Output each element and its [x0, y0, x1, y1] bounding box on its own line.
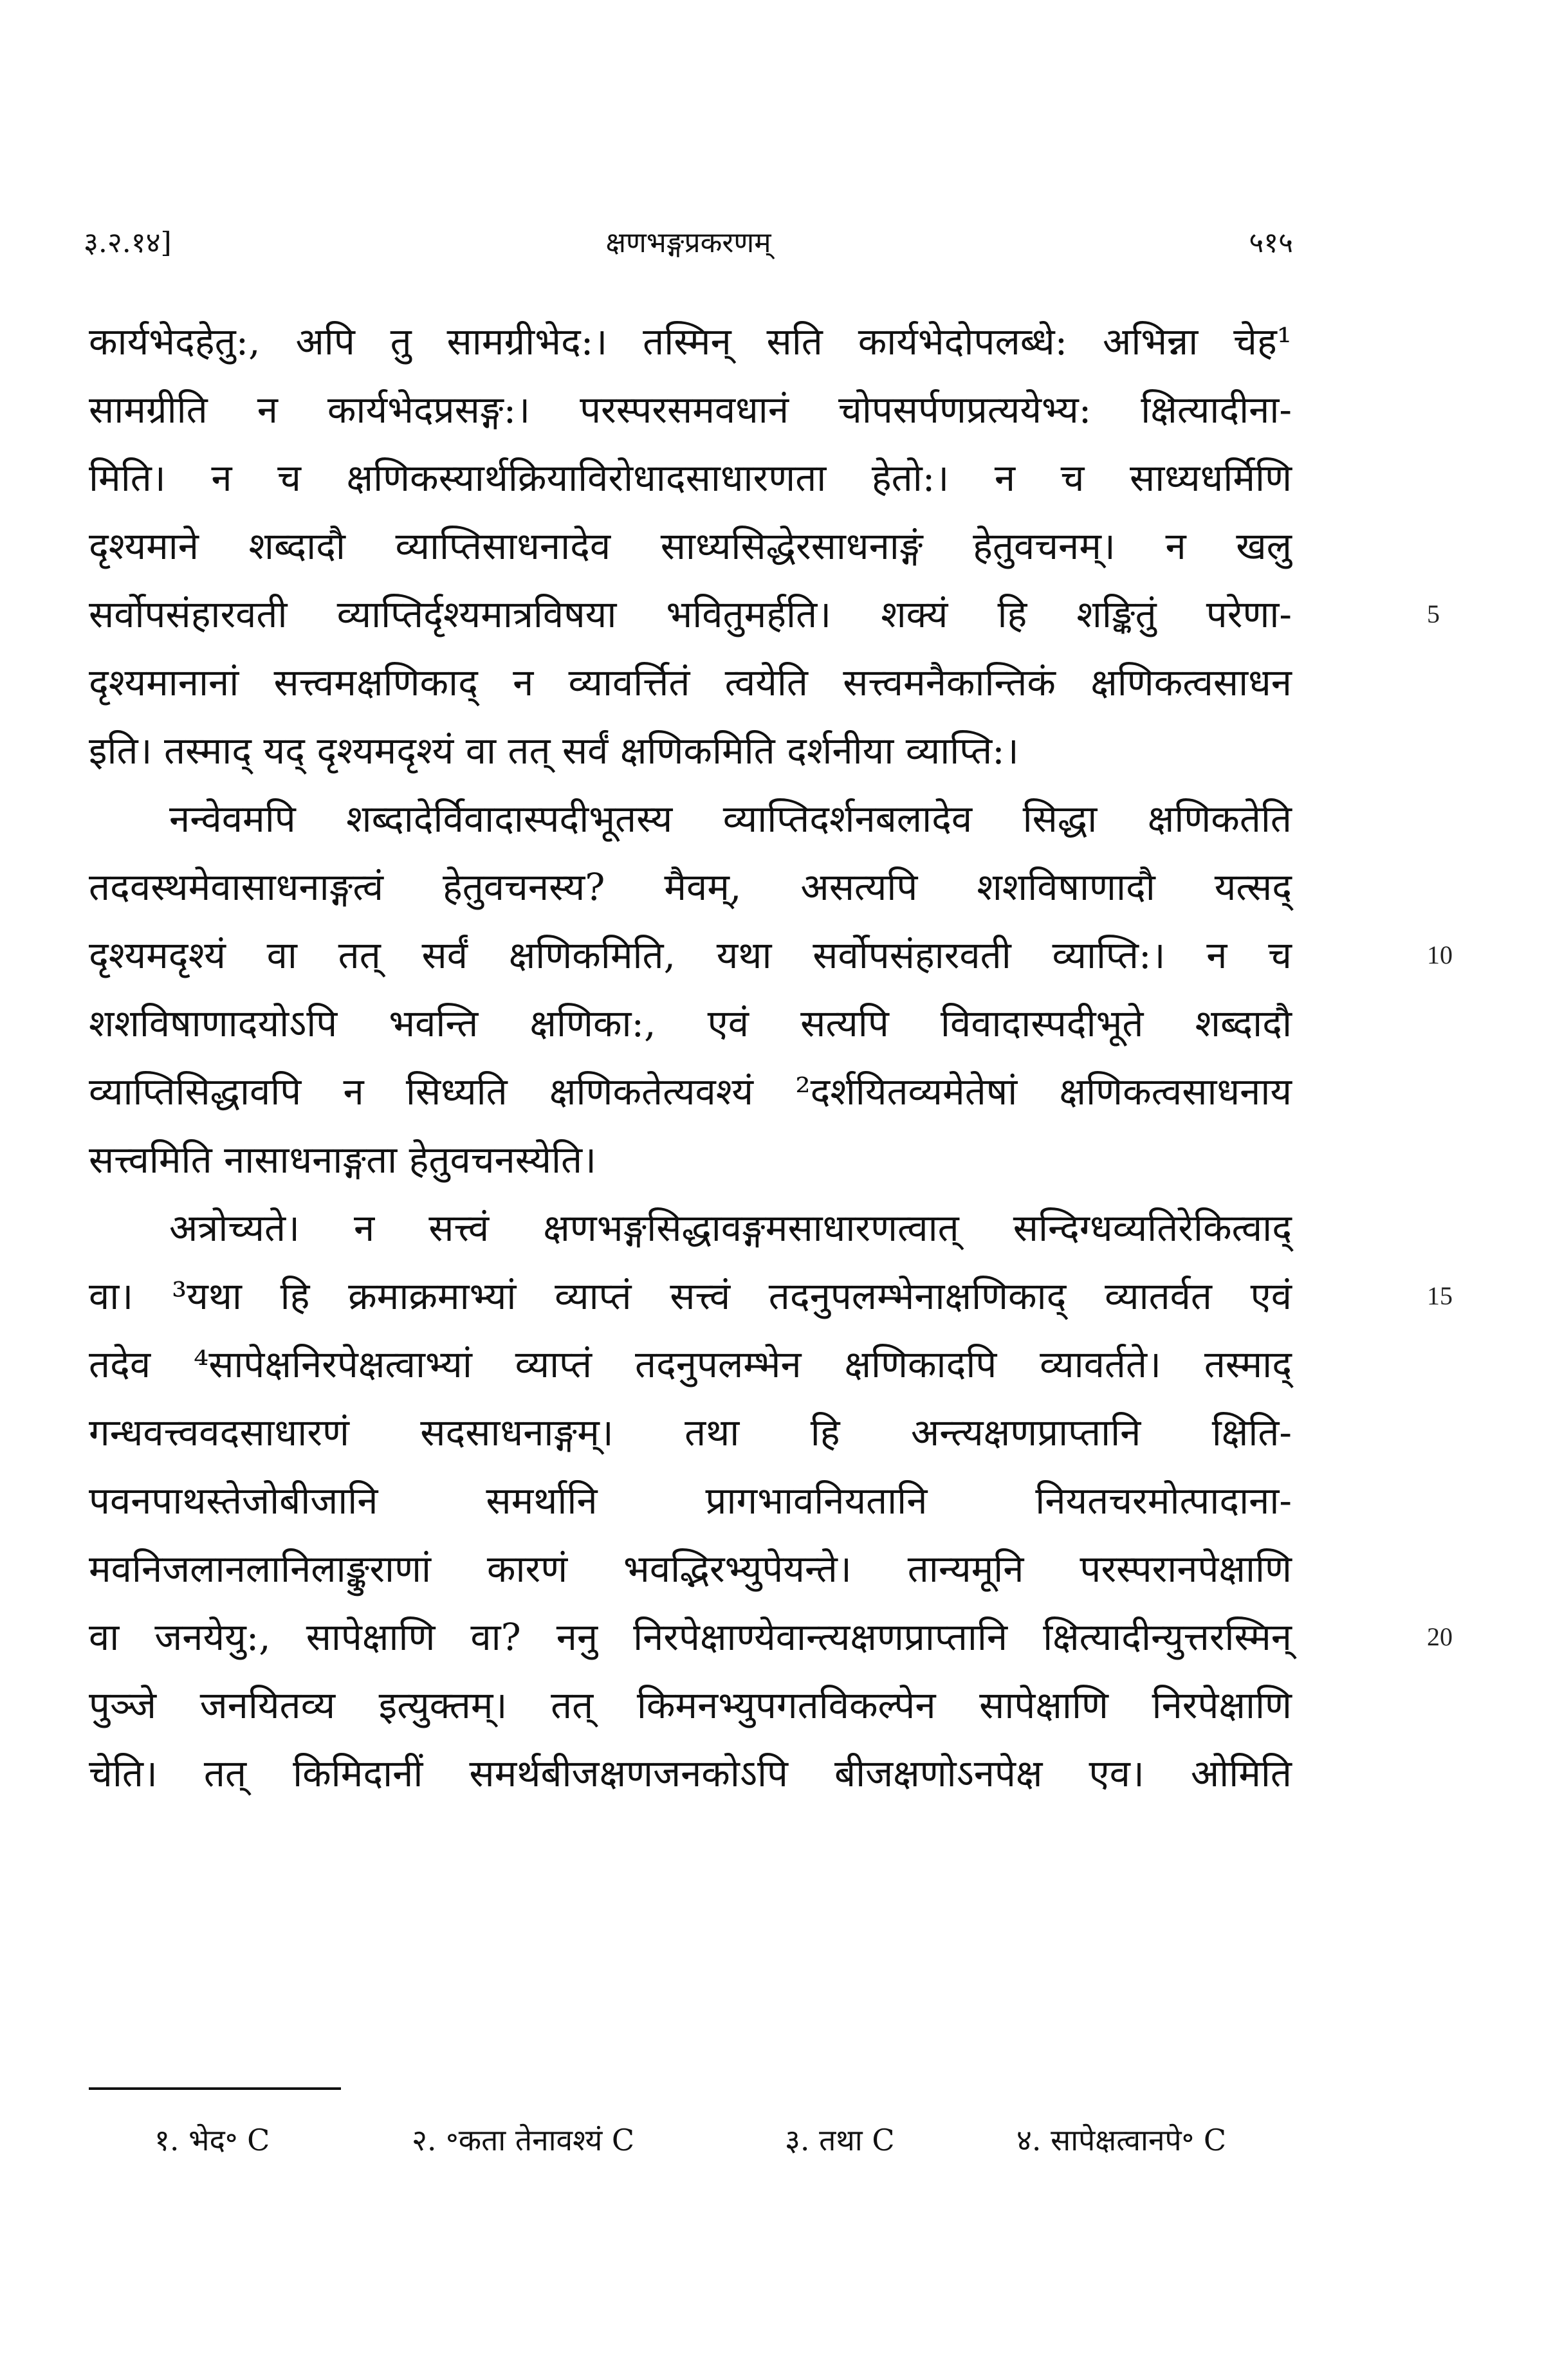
text-line: [89, 921, 1453, 989]
line-number: 20: [1427, 1622, 1453, 1651]
section-reference: ३.२.१४]: [84, 226, 172, 259]
text-line: दृश्यमाने शब्दादौ व्याप्तिसाधनादेव साध्यसिद्धेरसाधनाङ्गं हेतुवचनम्। न खलु: [89, 524, 1292, 568]
text-line: दृश्यमानानां सत्त्वमक्षणिकाद् न व्यावर्त्तितं त्वयेति सत्त्वमनैकान्तिकं क्षणिकत्वसाधन: [89, 661, 1292, 704]
footnotes: [154, 2119, 1293, 2165]
main-text: [89, 307, 1453, 1808]
footnote: २. ॰कता तेनावश्यं C: [412, 2123, 635, 2157]
line-number: 5: [1427, 600, 1440, 628]
text-line: [89, 1603, 1453, 1671]
text-line: तदवस्थमेवासाधनाङ्गत्वं हेतुवचनस्य? मैवम्, असत्यपि शशविषाणादौ यत्सद्: [89, 865, 1292, 909]
footnote: १. भेद॰ C: [154, 2123, 270, 2157]
text-line: चेति। तत् किमिदानीं समर्थबीजक्षणजनकोऽपि बीजक्षणोऽनपेक्ष एव। ओमिति: [89, 1752, 1292, 1795]
line-number: 10: [1427, 940, 1453, 969]
text-line: कार्यभेदहेतु:, अपि तु सामग्रीभेद:। तस्मिन् सति कार्यभेदोपलब्धे: अभिन्ना चेह¹: [89, 320, 1292, 363]
running-title: क्षणभङ्गप्रकरणम्: [605, 226, 771, 259]
text-line: तदेव ⁴सापेक्षनिरपेक्षत्वाभ्यां व्याप्तं तदनुपलम्भेन क्षणिकादपि व्यावर्तते। तस्माद्: [89, 1342, 1292, 1386]
footnote-rule: [89, 2087, 341, 2090]
footnote: ३. तथा C: [785, 2123, 895, 2157]
text-line-content: दृश्यमदृश्यं वा तत् सर्वं क्षणिकमिति, यथा सर्वोपसंहारवती व्याप्ति:। न च: [89, 933, 1292, 977]
line-number: 15: [1427, 1281, 1453, 1310]
running-header: [84, 222, 1293, 267]
page-number: ५१५: [1249, 226, 1293, 259]
text-line: पवनपाथस्तेजोबीजानि समर्थानि प्रागभावनियतानि नियतचरमोत्पादाना-: [89, 1479, 1292, 1523]
text-line: व्याप्तिसिद्धावपि न सिध्यति क्षणिकतेत्यवश्यं ²दर्शयितव्यमेतेषां क्षणिकत्वसाधनाय: [89, 1070, 1292, 1113]
text-line-content: वा जनयेयु:, सापेक्षाणि वा? ननु निरपेक्षाण्येवान्त्यक्षणप्राप्तानि क्षित्यादीन्युत्तरस्मिन्: [89, 1615, 1292, 1659]
text-line: अत्रोच्यते। न सत्त्वं क्षणभङ्गसिद्धावङ्गमसाधारणत्वात् सन्दिग्धव्यतिरेकित्वाद्: [169, 1206, 1292, 1250]
text-line: पुञ्जे जनयितव्य इत्युक्तम्। तत् किमनभ्युपगतविकल्पेन सापेक्षाणि निरपेक्षाणि: [89, 1683, 1292, 1727]
text-line: सत्त्वमिति नासाधनाङ्गता हेतुवचनस्येति।: [89, 1138, 597, 1182]
text-line: [89, 1262, 1453, 1330]
text-line-content: वा। ³यथा हि क्रमाक्रमाभ्यां व्याप्तं सत्त्वं तदनुपलम्भेनाक्षणिकाद् व्यातर्वत एवं: [89, 1274, 1292, 1318]
text-line: नन्वेवमपि शब्दादेर्विवादास्पदीभूतस्य व्याप्तिदर्शनबलादेव सिद्धा क्षणिकतेति: [169, 797, 1292, 841]
text-line: मवनिजलानलानिलाङ्कुराणां कारणं भवद्भिरभ्युपेयन्ते। तान्यमूनि परस्परानपेक्षाणि: [89, 1547, 1292, 1591]
text-line-content: सर्वोपसंहारवती व्याप्तिर्दृश्यमात्रविषया भवितुमर्हति। शक्यं हि शङ्कितुं परेणा-: [89, 592, 1292, 636]
text-line: मिति। न च क्षणिकस्यार्थक्रियाविरोधादसाधारणता हेतो:। न च साध्यधर्मिणि: [89, 456, 1292, 500]
text-line: सामग्रीति न कार्यभेदप्रसङ्ग:। परस्परसमवधानं चोपसर्पणप्रत्ययेभ्य: क्षित्यादीना-: [89, 388, 1292, 432]
text-line: इति। तस्माद् यद् दृश्यमदृश्यं वा तत् सर्वं क्षणिकमिति दर्शनीया व्याप्ति:।: [89, 729, 1019, 773]
footnote: ४. सापेक्षत्वानपे॰ C: [1016, 2123, 1227, 2157]
text-line: गन्धवत्त्ववदसाधारणं सदसाधनाङ्गम्। तथा हि अन्त्यक्षणप्राप्तानि क्षिति-: [89, 1411, 1292, 1454]
text-line: शशविषाणादयोऽपि भवन्ति क्षणिका:, एवं सत्यपि विवादास्पदीभूते शब्दादौ: [89, 1002, 1292, 1045]
text-line: [89, 580, 1440, 648]
